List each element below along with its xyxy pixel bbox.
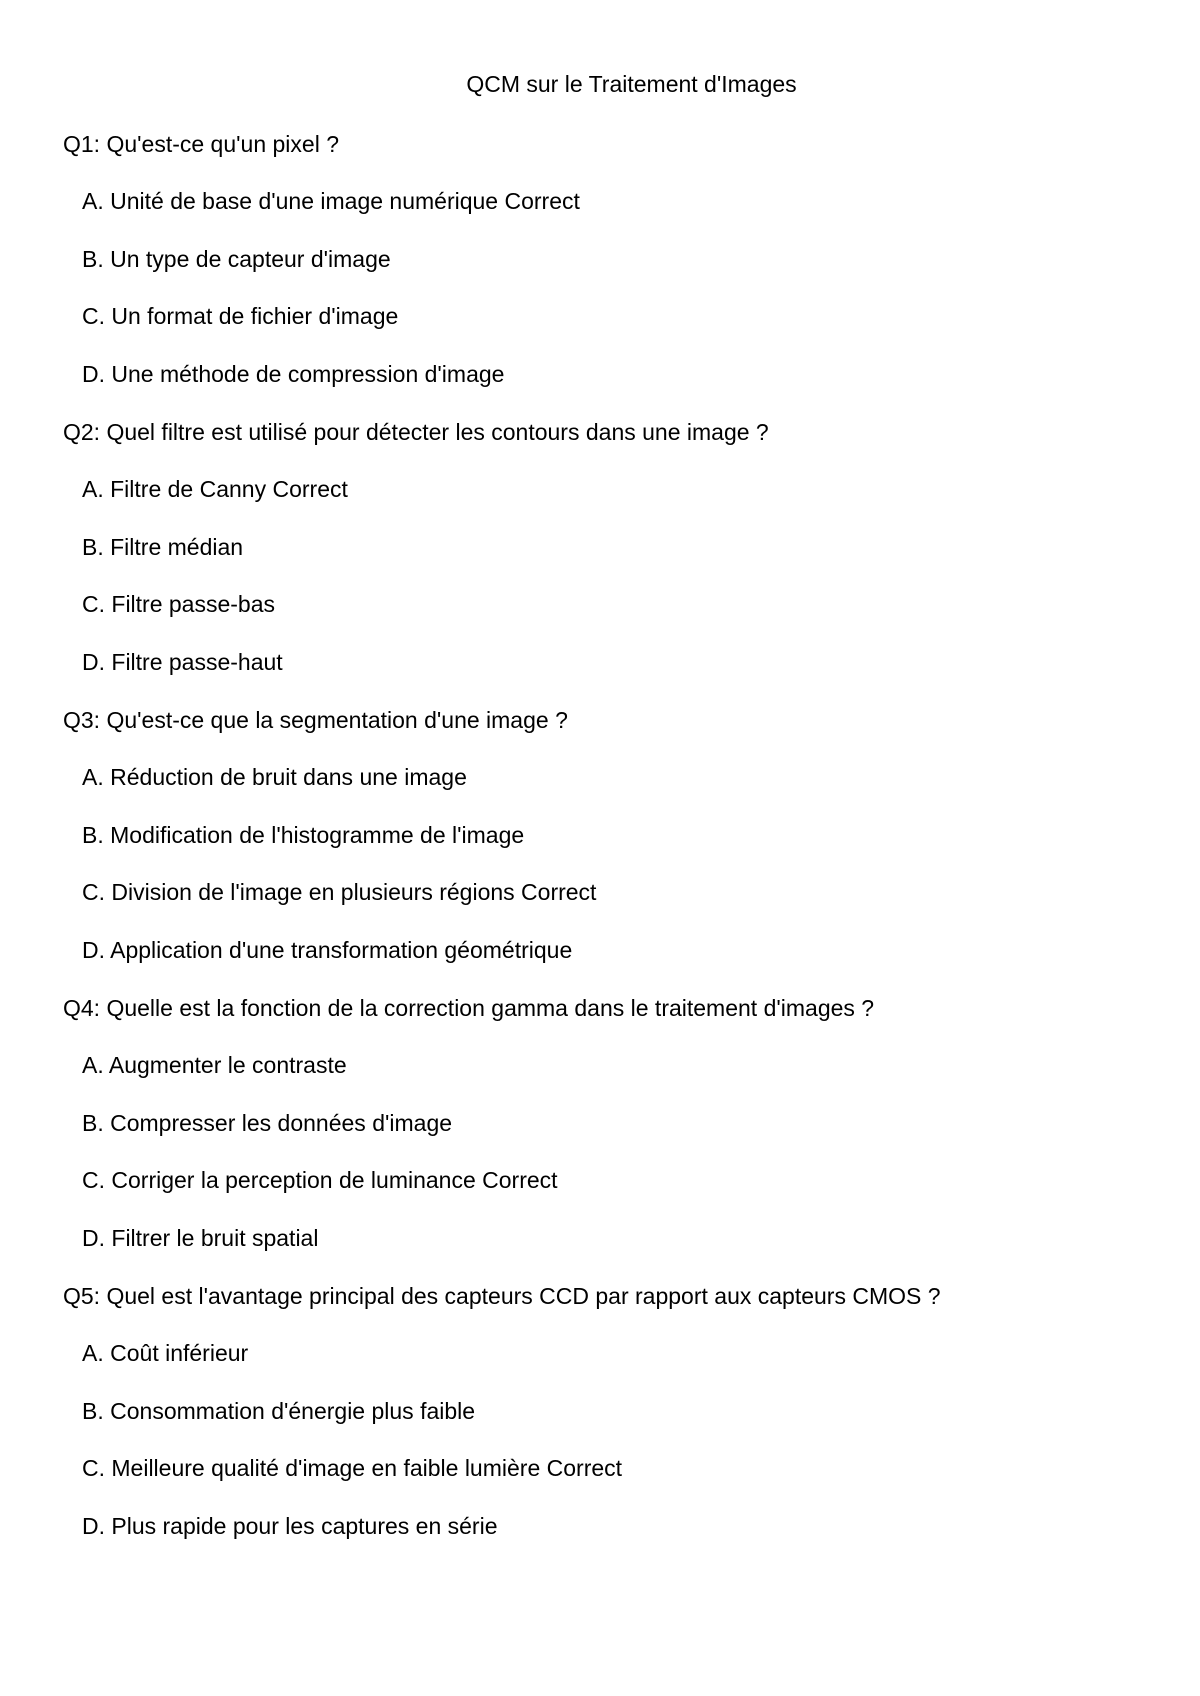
question-1-option-a: A. Unité de base d'une image numérique Correct (82, 188, 580, 214)
question-2-option-b: B. Filtre médian (82, 534, 244, 560)
question-5-option-d: D. Plus rapide pour les captures en série (82, 1513, 498, 1539)
question-2: Q2: Quel filtre est utilisé pour détecter les contours dans une image ? (63, 419, 769, 445)
question-1-option-d: D. Une méthode de compression d'image (82, 361, 505, 387)
question-3-option-a: A. Réduction de bruit dans une image (82, 764, 467, 790)
question-5-option-c: C. Meilleure qualité d'image en faible lumière Correct (82, 1455, 623, 1481)
question-1-option-b: B. Un type de capteur d'image (82, 246, 391, 272)
question-2-option-a: A. Filtre de Canny Correct (82, 476, 348, 502)
question-5-option-b: B. Consommation d'énergie plus faible (82, 1398, 476, 1424)
question-3-option-b: B. Modification de l'histogramme de l'image (82, 822, 525, 848)
question-3-option-d: D. Application d'une transformation géométrique (82, 937, 573, 963)
question-2-option-c: C. Filtre passe-bas (82, 591, 276, 617)
question-4-option-b: B. Compresser les données d'image (82, 1110, 453, 1136)
question-4: Q4: Quelle est la fonction de la correction gamma dans le traitement d'images ? (63, 995, 875, 1021)
question-1: Q1: Qu'est-ce qu'un pixel ? (63, 131, 339, 157)
question-1-option-c: C. Un format de fichier d'image (82, 303, 399, 329)
question-4-option-c: C. Corriger la perception de luminance Correct (82, 1167, 558, 1193)
question-3-option-c: C. Division de l'image en plusieurs régions Correct (82, 879, 597, 905)
question-2-option-d: D. Filtre passe-haut (82, 649, 283, 675)
question-4-option-a: A. Augmenter le contraste (82, 1052, 347, 1078)
question-4-option-d: D. Filtrer le bruit spatial (82, 1225, 319, 1251)
question-3: Q3: Qu'est-ce que la segmentation d'une image ? (63, 707, 568, 733)
document-title: QCM sur le Traitement d'Images (466, 71, 797, 97)
question-5-option-a: A. Coût inférieur (82, 1340, 249, 1366)
question-5: Q5: Quel est l'avantage principal des capteurs CCD par rapport aux capteurs CMOS ? (63, 1283, 941, 1309)
